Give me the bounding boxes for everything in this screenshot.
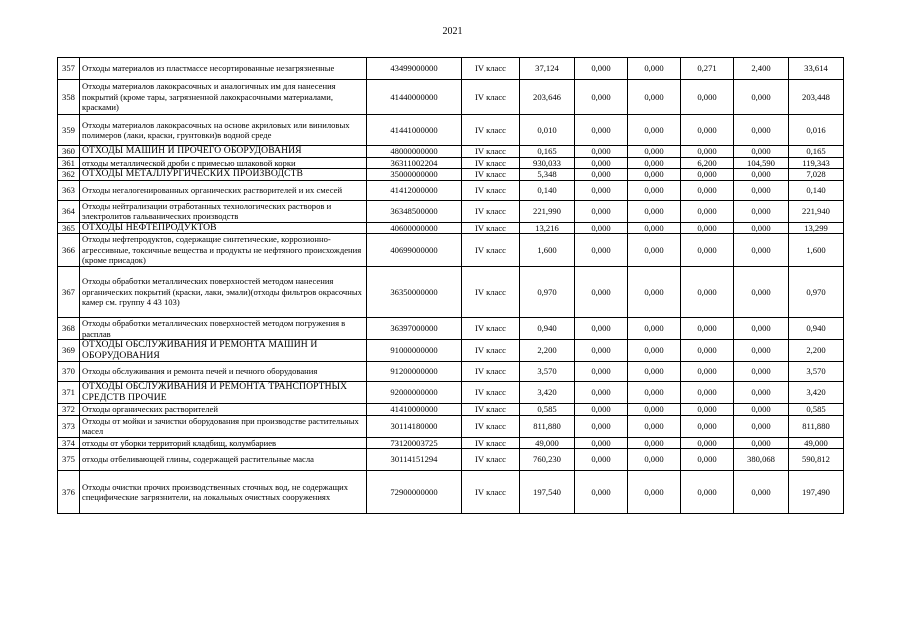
row-number: 357 [58,58,80,80]
value-col-6: 33,614 [789,58,844,80]
value-col-4: 0,000 [681,415,734,437]
value-col-4: 0,000 [681,115,734,146]
table-row [58,146,844,158]
waste-name: ОТХОДЫ МАШИН И ПРОЧЕГО ОБОРУДОВАНИЯ [80,146,367,158]
value-col-3: 0,000 [628,222,681,234]
value-col-4: 0,000 [681,404,734,416]
table-row [58,169,844,181]
hazard-class: IV класс [462,58,520,80]
value-col-1: 5,348 [520,169,575,181]
value-col-2: 0,000 [575,382,628,404]
table-row [58,157,844,169]
value-col-2: 0,000 [575,234,628,267]
value-col-5: 0,000 [734,382,789,404]
fkko-code: 41440000000 [367,80,462,115]
table-row [58,222,844,234]
hazard-class: IV класс [462,415,520,437]
value-col-2: 0,000 [575,362,628,382]
waste-name: Отходы очистки прочих производственных сточных вод, не содержащих специфические загрязнители, на локальных очистных сооружениях [80,471,367,514]
row-number: 363 [58,180,80,200]
value-col-5: 0,000 [734,234,789,267]
value-col-5: 0,000 [734,80,789,115]
hazard-class: IV класс [462,449,520,471]
value-col-4: 0,000 [681,318,734,340]
waste-name: Отходы от мойки и зачистки оборудования при производстве растительных масел [80,415,367,437]
value-col-1: 0,940 [520,318,575,340]
value-col-5: 0,000 [734,362,789,382]
value-col-4: 0,000 [681,146,734,158]
value-col-6: 7,028 [789,169,844,181]
table-row [58,200,844,222]
row-number: 368 [58,318,80,340]
waste-name: Отходы нейтрализации отработанных технологических растворов и электролитов гальванических производств [80,200,367,222]
fkko-code: 41441000000 [367,115,462,146]
hazard-class: IV класс [462,115,520,146]
waste-name: Отходы обслуживания и ремонта печей и печного оборудования [80,362,367,382]
value-col-6: 0,140 [789,180,844,200]
hazard-class: IV класс [462,382,520,404]
value-col-4: 0,000 [681,180,734,200]
hazard-class: IV класс [462,318,520,340]
row-number: 359 [58,115,80,146]
table-row [58,437,844,449]
hazard-class: IV класс [462,169,520,181]
table-row [58,267,844,318]
value-col-3: 0,000 [628,146,681,158]
fkko-code: 40699000000 [367,234,462,267]
waste-name: отходы от уборки территорий кладбищ, колумбариев [80,437,367,449]
value-col-3: 0,000 [628,382,681,404]
value-col-6: 811,880 [789,415,844,437]
table-row [58,234,844,267]
table-row [58,415,844,437]
value-col-3: 0,000 [628,318,681,340]
fkko-code: 36350000000 [367,267,462,318]
value-col-1: 0,165 [520,146,575,158]
row-number: 364 [58,200,80,222]
row-number: 376 [58,471,80,514]
value-col-5: 0,000 [734,267,789,318]
value-col-5: 0,000 [734,318,789,340]
waste-name: ОТХОДЫ ОБСЛУЖИВАНИЯ И РЕМОНТА ТРАНСПОРТНЫХ СРЕДСТВ ПРОЧИЕ [80,382,367,404]
fkko-code: 73120003725 [367,437,462,449]
value-col-1: 1,600 [520,234,575,267]
value-col-4: 0,000 [681,169,734,181]
value-col-3: 0,000 [628,169,681,181]
table-row [58,404,844,416]
value-col-1: 0,585 [520,404,575,416]
value-col-2: 0,000 [575,340,628,362]
value-col-1: 49,000 [520,437,575,449]
waste-name: Отходы обработки металлических поверхностей методом погружения в расплав [80,318,367,340]
value-col-6: 197,490 [789,471,844,514]
table-row [58,449,844,471]
value-col-2: 0,000 [575,157,628,169]
hazard-class: IV класс [462,157,520,169]
hazard-class: IV класс [462,340,520,362]
row-number: 375 [58,449,80,471]
waste-name: отходы металлической дроби с примесью шлаковой корки [80,157,367,169]
value-col-5: 0,000 [734,200,789,222]
fkko-code: 41410000000 [367,404,462,416]
value-col-4: 6,200 [681,157,734,169]
value-col-5: 2,400 [734,58,789,80]
page-number: 2021 [442,26,463,37]
fkko-code: 48000000000 [367,146,462,158]
value-col-3: 0,000 [628,180,681,200]
waste-name: Отходы материалов из пластмассе несортированные незагрязненные [80,58,367,80]
value-col-4: 0,000 [681,437,734,449]
value-col-2: 0,000 [575,267,628,318]
table-row [58,382,844,404]
row-number: 367 [58,267,80,318]
table-row [58,180,844,200]
value-col-3: 0,000 [628,449,681,471]
hazard-class: IV класс [462,267,520,318]
value-col-6: 13,299 [789,222,844,234]
value-col-3: 0,000 [628,80,681,115]
value-col-1: 0,140 [520,180,575,200]
value-col-3: 0,000 [628,58,681,80]
value-col-2: 0,000 [575,200,628,222]
value-col-4: 0,000 [681,267,734,318]
row-number: 358 [58,80,80,115]
row-number: 371 [58,382,80,404]
waste-name: Отходы материалов лакокрасочных и аналогичных им для нанесения покрытий (кроме тары, загрязненной лакокрасочными материалами, красками) [80,80,367,115]
hazard-class: IV класс [462,437,520,449]
value-col-1: 930,033 [520,157,575,169]
value-col-2: 0,000 [575,449,628,471]
row-number: 366 [58,234,80,267]
value-col-3: 0,000 [628,267,681,318]
value-col-2: 0,000 [575,180,628,200]
waste-name: Отходы нефтепродуктов, содержащие синтетические, коррозионно-агрессивные, токсичные вещества и продукты не нефтяного происхождения (кроме присадок) [80,234,367,267]
value-col-2: 0,000 [575,437,628,449]
value-col-3: 0,000 [628,471,681,514]
row-number: 361 [58,157,80,169]
value-col-2: 0,000 [575,404,628,416]
value-col-3: 0,000 [628,340,681,362]
value-col-4: 0,000 [681,382,734,404]
hazard-class: IV класс [462,200,520,222]
table-row [58,471,844,514]
value-col-4: 0,000 [681,200,734,222]
row-number: 362 [58,169,80,181]
table-row [58,115,844,146]
value-col-5: 0,000 [734,169,789,181]
value-col-4: 0,000 [681,471,734,514]
value-col-4: 0,271 [681,58,734,80]
value-col-4: 0,000 [681,80,734,115]
value-col-2: 0,000 [575,58,628,80]
value-col-1: 0,970 [520,267,575,318]
value-col-3: 0,000 [628,404,681,416]
value-col-6: 3,570 [789,362,844,382]
waste-name: Отходы материалов лакокрасочных на основе акриловых или виниловых полимеров (лаки, краски, грунтовки)в водной среде [80,115,367,146]
value-col-1: 3,570 [520,362,575,382]
fkko-code: 36311002204 [367,157,462,169]
value-col-4: 0,000 [681,234,734,267]
value-col-6: 0,016 [789,115,844,146]
hazard-class: IV класс [462,234,520,267]
value-col-1: 0,010 [520,115,575,146]
value-col-6: 590,812 [789,449,844,471]
value-col-2: 0,000 [575,318,628,340]
value-col-5: 0,000 [734,415,789,437]
value-col-1: 760,230 [520,449,575,471]
value-col-2: 0,000 [575,146,628,158]
value-col-1: 811,880 [520,415,575,437]
fkko-code: 91000000000 [367,340,462,362]
row-number: 374 [58,437,80,449]
value-col-3: 0,000 [628,200,681,222]
hazard-class: IV класс [462,404,520,416]
value-col-5: 380,068 [734,449,789,471]
waste-name: ОТХОДЫ МЕТАЛЛУРГИЧЕСКИХ ПРОИЗВОДСТВ [80,169,367,181]
row-number: 372 [58,404,80,416]
fkko-code: 35000000000 [367,169,462,181]
value-col-5: 0,000 [734,146,789,158]
value-col-6: 0,165 [789,146,844,158]
value-col-1: 3,420 [520,382,575,404]
fkko-code: 92000000000 [367,382,462,404]
row-number: 369 [58,340,80,362]
fkko-code: 72900000000 [367,471,462,514]
value-col-6: 0,970 [789,267,844,318]
value-col-5: 0,000 [734,471,789,514]
value-col-5: 0,000 [734,222,789,234]
fkko-code: 91200000000 [367,362,462,382]
value-col-1: 37,124 [520,58,575,80]
row-number: 365 [58,222,80,234]
value-col-6: 2,200 [789,340,844,362]
value-col-3: 0,000 [628,437,681,449]
value-col-2: 0,000 [575,415,628,437]
value-col-6: 0,940 [789,318,844,340]
waste-name: отходы отбеливающей глины, содержащей растительные масла [80,449,367,471]
value-col-3: 0,000 [628,115,681,146]
value-col-6: 1,600 [789,234,844,267]
fkko-code: 36397000000 [367,318,462,340]
hazard-class: IV класс [462,471,520,514]
value-col-3: 0,000 [628,157,681,169]
hazard-class: IV класс [462,146,520,158]
table-row [58,58,844,80]
fkko-code: 41412000000 [367,180,462,200]
waste-name: ОТХОДЫ НЕФТЕПРОДУКТОВ [80,222,367,234]
value-col-1: 197,540 [520,471,575,514]
value-col-4: 0,000 [681,449,734,471]
waste-name: ОТХОДЫ ОБСЛУЖИВАНИЯ И РЕМОНТА МАШИН И ОБОРУДОВАНИЯ [80,340,367,362]
value-col-5: 0,000 [734,340,789,362]
hazard-class: IV класс [462,180,520,200]
value-col-6: 203,448 [789,80,844,115]
table-row [58,318,844,340]
value-col-5: 0,000 [734,180,789,200]
value-col-5: 0,000 [734,437,789,449]
row-number: 373 [58,415,80,437]
value-col-6: 0,585 [789,404,844,416]
value-col-1: 221,990 [520,200,575,222]
waste-table [57,57,844,514]
value-col-3: 0,000 [628,234,681,267]
hazard-class: IV класс [462,80,520,115]
row-number: 370 [58,362,80,382]
value-col-1: 13,216 [520,222,575,234]
value-col-5: 0,000 [734,115,789,146]
value-col-1: 2,200 [520,340,575,362]
table-row [58,362,844,382]
value-col-6: 49,000 [789,437,844,449]
table-row [58,340,844,362]
value-col-3: 0,000 [628,362,681,382]
fkko-code: 30114180000 [367,415,462,437]
fkko-code: 36348500000 [367,200,462,222]
fkko-code: 30114151294 [367,449,462,471]
hazard-class: IV класс [462,222,520,234]
waste-name: Отходы негалогенированных органических растворителей и их смесей [80,180,367,200]
hazard-class: IV класс [462,362,520,382]
value-col-4: 0,000 [681,362,734,382]
row-number: 360 [58,146,80,158]
waste-name: Отходы обработки металлических поверхностей методом нанесения органических покрытий (краски, лаки, эмали)(отходы фильтров окрасочных камер см. группу 4 43 103) [80,267,367,318]
value-col-2: 0,000 [575,80,628,115]
fkko-code: 43499000000 [367,58,462,80]
value-col-5: 104,590 [734,157,789,169]
value-col-1: 203,646 [520,80,575,115]
value-col-6: 3,420 [789,382,844,404]
value-col-3: 0,000 [628,415,681,437]
value-col-5: 0,000 [734,404,789,416]
table-row [58,80,844,115]
value-col-2: 0,000 [575,115,628,146]
value-col-6: 119,343 [789,157,844,169]
waste-name: Отходы органических растворителей [80,404,367,416]
value-col-2: 0,000 [575,169,628,181]
value-col-4: 0,000 [681,340,734,362]
value-col-6: 221,940 [789,200,844,222]
value-col-2: 0,000 [575,222,628,234]
value-col-2: 0,000 [575,471,628,514]
fkko-code: 40600000000 [367,222,462,234]
value-col-4: 0,000 [681,222,734,234]
